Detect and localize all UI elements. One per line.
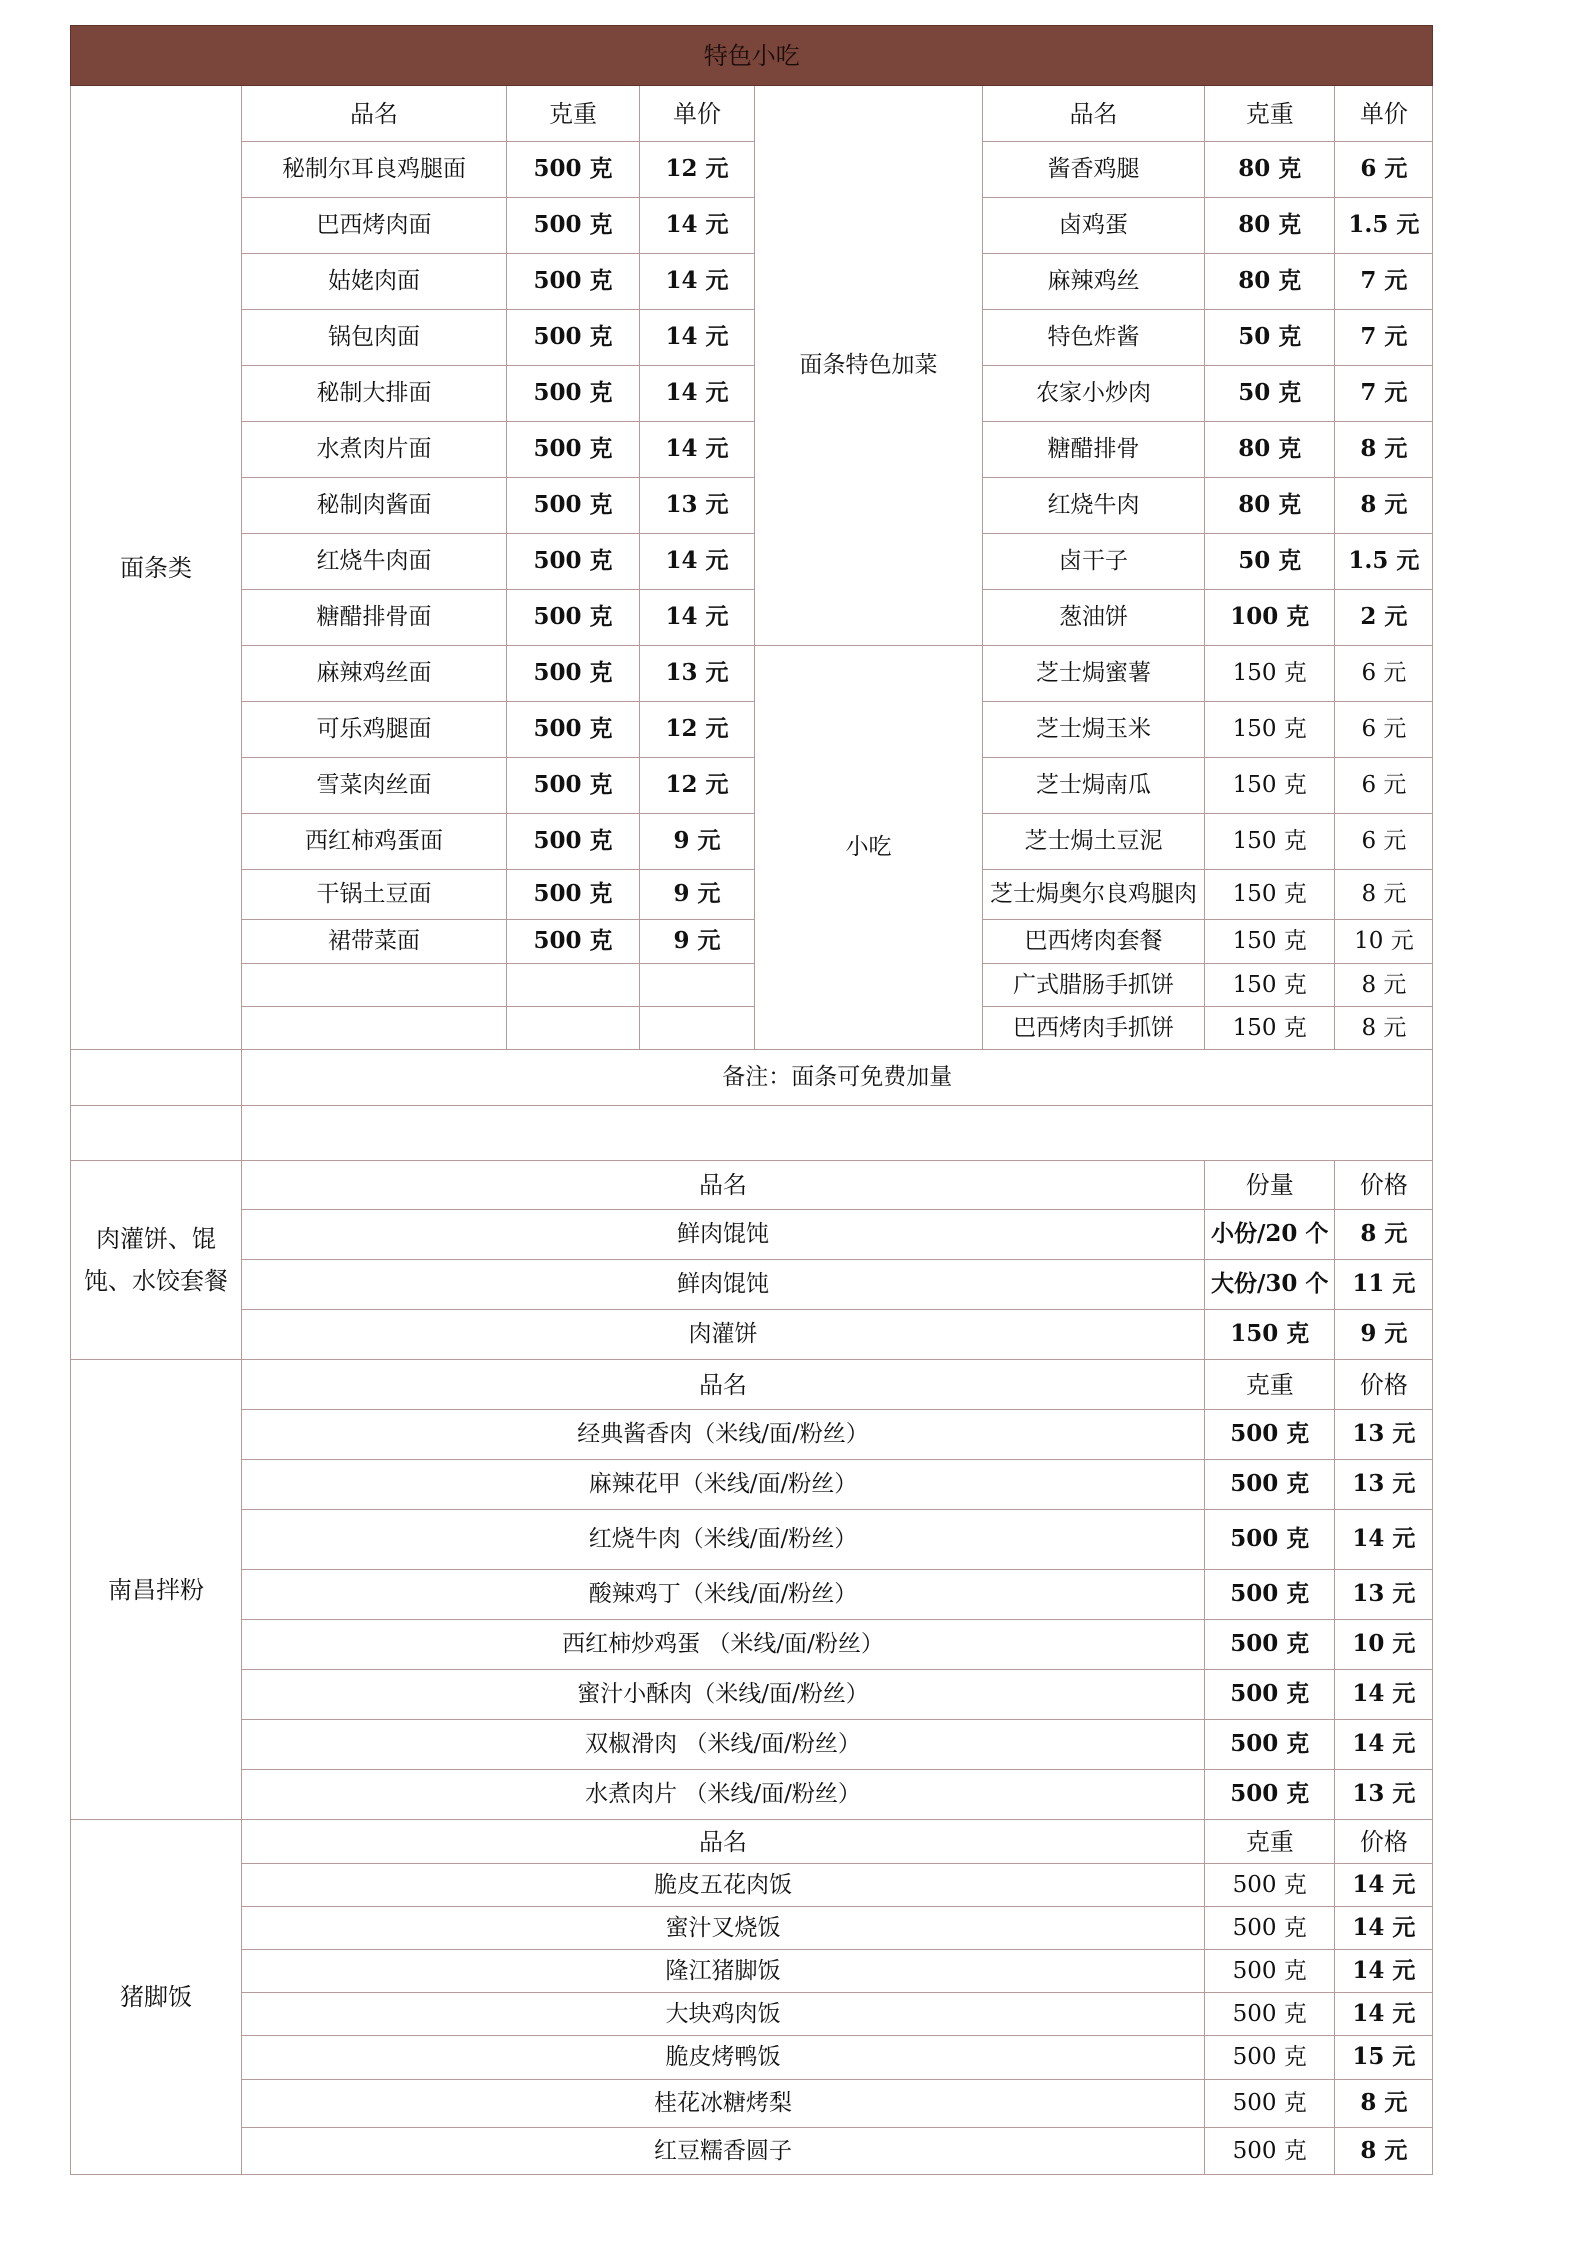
table-row	[71, 1310, 1433, 1360]
item-name: 芝士焗玉米	[983, 702, 1205, 758]
item-price: 8 元	[1335, 478, 1433, 534]
item-price: 1.5 元	[1335, 198, 1433, 254]
item-price: 8 元	[1335, 964, 1433, 1007]
empty-cell	[242, 1007, 507, 1050]
item-price: 9 元	[1335, 1310, 1433, 1360]
item-weight: 500 克	[1205, 1410, 1335, 1460]
category-snacks: 小吃	[755, 646, 983, 1050]
empty-cell	[640, 1007, 755, 1050]
item-name: 秘制尔耳良鸡腿面	[242, 142, 507, 198]
table-row	[71, 702, 1433, 758]
item-name: 酱香鸡腿	[983, 142, 1205, 198]
item-weight: 150 克	[1205, 814, 1335, 870]
table-row	[71, 1864, 1433, 1907]
item-price: 8 元	[1335, 2080, 1433, 2128]
section-wonton: 肉灌饼、馄饨、水饺套餐	[71, 1161, 242, 1360]
item-price: 14 元	[1335, 1993, 1433, 2036]
item-price: 14 元	[1335, 1907, 1433, 1950]
table-row	[71, 366, 1433, 422]
item-name: 鲜肉馄饨	[242, 1210, 1205, 1260]
item-name: 麻辣花甲（米线/面/粉丝）	[242, 1460, 1205, 1510]
table-row	[71, 1670, 1433, 1720]
table-row	[71, 86, 1433, 142]
item-price: 14 元	[1335, 1864, 1433, 1907]
item-name: 姑姥肉面	[242, 254, 507, 310]
header-name: 品名	[242, 1360, 1205, 1410]
item-weight: 50 克	[1205, 534, 1335, 590]
header-weight: 克重	[507, 86, 640, 142]
item-weight: 500 克	[507, 422, 640, 478]
table-row	[71, 422, 1433, 478]
header-weight: 克重	[1205, 1360, 1335, 1410]
item-weight: 500 克	[1205, 2036, 1335, 2080]
item-price: 2 元	[1335, 590, 1433, 646]
item-price: 13 元	[1335, 1460, 1433, 1510]
item-weight: 80 克	[1205, 422, 1335, 478]
item-price: 14 元	[1335, 1670, 1433, 1720]
item-weight: 500 克	[1205, 1907, 1335, 1950]
table-row	[71, 1820, 1433, 1864]
item-price: 8 元	[1335, 1210, 1433, 1260]
item-price: 11 元	[1335, 1260, 1433, 1310]
item-price: 14 元	[1335, 1720, 1433, 1770]
item-price: 6 元	[1335, 142, 1433, 198]
item-price: 7 元	[1335, 310, 1433, 366]
item-weight: 500 克	[1205, 2080, 1335, 2128]
item-price: 6 元	[1335, 758, 1433, 814]
item-weight: 500 克	[507, 920, 640, 964]
item-name: 红烧牛肉（米线/面/粉丝）	[242, 1510, 1205, 1570]
item-name: 隆江猪脚饭	[242, 1950, 1205, 1993]
item-weight: 500 克	[1205, 1720, 1335, 1770]
item-name: 裙带菜面	[242, 920, 507, 964]
item-weight: 500 克	[507, 814, 640, 870]
table-row	[71, 254, 1433, 310]
header-weight: 克重	[1205, 1820, 1335, 1864]
table-row	[71, 1770, 1433, 1820]
table-row	[71, 1620, 1433, 1670]
table-row	[71, 1907, 1433, 1950]
item-weight: 500 克	[1205, 1670, 1335, 1720]
item-weight: 150 克	[1205, 702, 1335, 758]
item-weight: 500 克	[1205, 1993, 1335, 2036]
item-price: 14 元	[640, 254, 755, 310]
item-weight: 80 克	[1205, 254, 1335, 310]
item-weight: 150 克	[1205, 920, 1335, 964]
menu-title: 特色小吃	[71, 26, 1433, 86]
item-name: 芝士焗南瓜	[983, 758, 1205, 814]
table-row	[71, 1360, 1433, 1410]
item-name: 肉灌饼	[242, 1310, 1205, 1360]
item-name: 锅包肉面	[242, 310, 507, 366]
table-row	[71, 1720, 1433, 1770]
table-row	[71, 646, 1433, 702]
table-row	[71, 1510, 1433, 1570]
item-price: 14 元	[640, 310, 755, 366]
item-name: 广式腊肠手抓饼	[983, 964, 1205, 1007]
item-name: 麻辣鸡丝面	[242, 646, 507, 702]
item-name: 水煮肉片面	[242, 422, 507, 478]
empty-cell	[71, 1050, 242, 1106]
item-name: 农家小炒肉	[983, 366, 1205, 422]
item-price: 6 元	[1335, 646, 1433, 702]
item-price: 13 元	[640, 646, 755, 702]
category-extras: 面条特色加菜	[755, 86, 983, 646]
item-weight: 500 克	[1205, 2128, 1335, 2175]
item-price: 6 元	[1335, 814, 1433, 870]
table-row	[71, 2080, 1433, 2128]
item-price: 14 元	[1335, 1510, 1433, 1570]
item-weight: 500 克	[507, 366, 640, 422]
item-weight: 150 克	[1205, 758, 1335, 814]
item-price: 12 元	[640, 142, 755, 198]
item-name: 干锅土豆面	[242, 870, 507, 920]
table-row	[71, 1993, 1433, 2036]
item-weight: 150 克	[1205, 1007, 1335, 1050]
empty-cell	[507, 1007, 640, 1050]
item-price: 13 元	[1335, 1410, 1433, 1460]
item-name: 秘制大排面	[242, 366, 507, 422]
item-price: 14 元	[640, 198, 755, 254]
item-price: 7 元	[1335, 254, 1433, 310]
table-row	[71, 310, 1433, 366]
item-weight: 500 克	[507, 310, 640, 366]
item-price: 8 元	[1335, 1007, 1433, 1050]
item-weight: 500 克	[507, 254, 640, 310]
item-price: 13 元	[1335, 1770, 1433, 1820]
item-name: 红烧牛肉面	[242, 534, 507, 590]
table-row	[71, 1161, 1433, 1210]
menu-table	[70, 25, 1433, 2175]
item-name: 双椒滑肉 （米线/面/粉丝）	[242, 1720, 1205, 1770]
item-price: 15 元	[1335, 2036, 1433, 2080]
item-price: 13 元	[640, 478, 755, 534]
header-price: 单价	[640, 86, 755, 142]
empty-cell	[242, 964, 507, 1007]
item-name: 酸辣鸡丁（米线/面/粉丝）	[242, 1570, 1205, 1620]
table-row	[71, 1950, 1433, 1993]
item-name: 卤干子	[983, 534, 1205, 590]
table-row	[71, 478, 1433, 534]
table-row	[71, 758, 1433, 814]
item-weight: 500 克	[1205, 1950, 1335, 1993]
item-name: 糖醋排骨	[983, 422, 1205, 478]
table-row	[71, 2128, 1433, 2175]
header-weight: 克重	[1205, 86, 1335, 142]
item-price: 12 元	[640, 702, 755, 758]
item-weight: 500 克	[507, 478, 640, 534]
item-name: 芝士焗奥尔良鸡腿肉	[983, 870, 1205, 920]
item-name: 西红柿鸡蛋面	[242, 814, 507, 870]
item-name: 鲜肉馄饨	[242, 1260, 1205, 1310]
item-name: 脆皮五花肉饭	[242, 1864, 1205, 1907]
item-weight: 80 克	[1205, 478, 1335, 534]
item-name: 经典酱香肉（米线/面/粉丝）	[242, 1410, 1205, 1460]
header-name: 品名	[242, 1161, 1205, 1210]
item-name: 红烧牛肉	[983, 478, 1205, 534]
item-price: 9 元	[640, 870, 755, 920]
item-weight: 500 克	[507, 142, 640, 198]
item-weight: 500 克	[507, 534, 640, 590]
item-weight: 500 克	[1205, 1570, 1335, 1620]
table-row	[71, 1050, 1433, 1106]
header-price: 价格	[1335, 1820, 1433, 1864]
item-name: 大块鸡肉饭	[242, 1993, 1205, 2036]
table-row	[71, 2036, 1433, 2080]
item-price: 9 元	[640, 814, 755, 870]
item-price: 10 元	[1335, 1620, 1433, 1670]
item-name: 水煮肉片 （米线/面/粉丝）	[242, 1770, 1205, 1820]
table-row	[71, 534, 1433, 590]
empty-cell	[242, 1106, 1433, 1161]
item-price: 6 元	[1335, 702, 1433, 758]
item-price: 14 元	[1335, 1950, 1433, 1993]
item-name: 蜜汁叉烧饭	[242, 1907, 1205, 1950]
table-row	[71, 1410, 1433, 1460]
section-noodles: 面条类	[71, 86, 242, 1050]
header-name: 品名	[983, 86, 1205, 142]
item-price: 12 元	[640, 758, 755, 814]
item-weight: 80 克	[1205, 142, 1335, 198]
item-weight: 大份/30 个	[1205, 1260, 1335, 1310]
item-name: 脆皮烤鸭饭	[242, 2036, 1205, 2080]
item-price: 13 元	[1335, 1570, 1433, 1620]
item-weight: 500 克	[507, 870, 640, 920]
item-name: 雪菜肉丝面	[242, 758, 507, 814]
table-row	[71, 1007, 1433, 1050]
table-row	[71, 964, 1433, 1007]
item-weight: 150 克	[1205, 1310, 1335, 1360]
table-row	[71, 590, 1433, 646]
item-name: 蜜汁小酥肉（米线/面/粉丝）	[242, 1670, 1205, 1720]
table-row	[71, 1260, 1433, 1310]
item-price: 8 元	[1335, 422, 1433, 478]
item-price: 8 元	[1335, 2128, 1433, 2175]
item-weight: 500 克	[507, 702, 640, 758]
item-weight: 50 克	[1205, 366, 1335, 422]
item-weight: 500 克	[507, 198, 640, 254]
item-name: 秘制肉酱面	[242, 478, 507, 534]
note: 备注：面条可免费加量	[242, 1050, 1433, 1106]
item-name: 红豆糯香圆子	[242, 2128, 1205, 2175]
item-name: 特色炸酱	[983, 310, 1205, 366]
item-name: 巴西烤肉手抓饼	[983, 1007, 1205, 1050]
empty-cell	[71, 1106, 242, 1161]
section-nanchang: 南昌拌粉	[71, 1360, 242, 1820]
item-price: 1.5 元	[1335, 534, 1433, 590]
item-weight: 500 克	[1205, 1770, 1335, 1820]
empty-cell	[640, 964, 755, 1007]
item-price: 8 元	[1335, 870, 1433, 920]
table-row	[71, 870, 1433, 920]
item-weight: 150 克	[1205, 646, 1335, 702]
table-row	[71, 920, 1433, 964]
header-name: 品名	[242, 86, 507, 142]
item-name: 芝士焗土豆泥	[983, 814, 1205, 870]
empty-cell	[507, 964, 640, 1007]
item-weight: 80 克	[1205, 198, 1335, 254]
table-row	[71, 198, 1433, 254]
table-row	[71, 1210, 1433, 1260]
item-weight: 500 克	[1205, 1510, 1335, 1570]
table-row	[71, 1460, 1433, 1510]
item-price: 14 元	[640, 534, 755, 590]
item-name: 西红柿炒鸡蛋 （米线/面/粉丝）	[242, 1620, 1205, 1670]
header-price: 价格	[1335, 1360, 1433, 1410]
item-weight: 500 克	[1205, 1620, 1335, 1670]
item-name: 卤鸡蛋	[983, 198, 1205, 254]
item-weight: 小份/20 个	[1205, 1210, 1335, 1260]
item-weight: 150 克	[1205, 870, 1335, 920]
item-name: 巴西烤肉面	[242, 198, 507, 254]
header-price: 单价	[1335, 86, 1433, 142]
item-name: 麻辣鸡丝	[983, 254, 1205, 310]
item-name: 葱油饼	[983, 590, 1205, 646]
item-price: 14 元	[640, 366, 755, 422]
item-price: 10 元	[1335, 920, 1433, 964]
item-weight: 500 克	[507, 590, 640, 646]
item-price: 14 元	[640, 422, 755, 478]
table-row	[71, 142, 1433, 198]
item-name: 桂花冰糖烤梨	[242, 2080, 1205, 2128]
item-weight: 50 克	[1205, 310, 1335, 366]
item-weight: 100 克	[1205, 590, 1335, 646]
header-name: 品名	[242, 1820, 1205, 1864]
header-weight: 份量	[1205, 1161, 1335, 1210]
item-name: 芝士焗蜜薯	[983, 646, 1205, 702]
item-name: 糖醋排骨面	[242, 590, 507, 646]
section-trotter: 猪脚饭	[71, 1820, 242, 2175]
item-weight: 150 克	[1205, 964, 1335, 1007]
item-weight: 500 克	[1205, 1460, 1335, 1510]
item-name: 巴西烤肉套餐	[983, 920, 1205, 964]
item-weight: 500 克	[1205, 1864, 1335, 1907]
item-price: 9 元	[640, 920, 755, 964]
header-price: 价格	[1335, 1161, 1433, 1210]
item-weight: 500 克	[507, 646, 640, 702]
table-row	[71, 1570, 1433, 1620]
table-row	[71, 814, 1433, 870]
item-name: 可乐鸡腿面	[242, 702, 507, 758]
table-row	[71, 1106, 1433, 1161]
item-price: 7 元	[1335, 366, 1433, 422]
item-weight: 500 克	[507, 758, 640, 814]
item-price: 14 元	[640, 590, 755, 646]
